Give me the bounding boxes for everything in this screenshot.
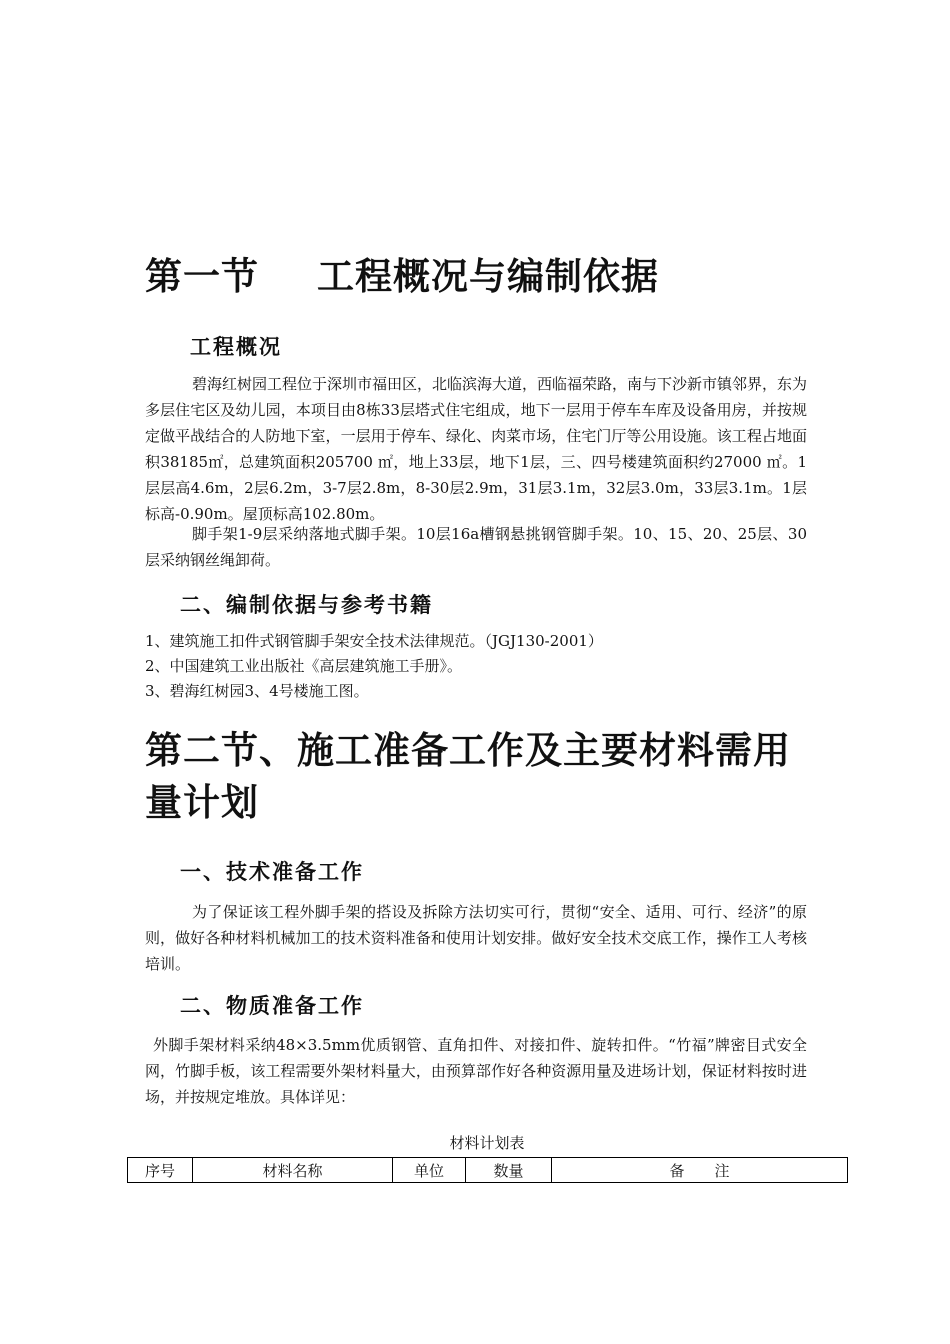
material-prep-heading: 二、物质准备工作 bbox=[180, 994, 364, 1018]
reference-item-2: 2、中国建筑工业出版社《高层建筑施工手册》。 bbox=[145, 657, 463, 675]
header-unit: 单位 bbox=[393, 1158, 466, 1183]
header-remarks: 备 注 bbox=[552, 1158, 848, 1183]
tech-prep-heading: 一、技术准备工作 bbox=[180, 860, 364, 884]
basis-heading: 二、编制依据与参考书籍 bbox=[180, 593, 433, 617]
table-caption: 材料计划表 bbox=[449, 1134, 525, 1152]
reference-item-3: 3、碧海红树园3、4号楼施工图。 bbox=[145, 682, 369, 700]
section1-title bbox=[145, 252, 659, 302]
section2-title-line2: 量计划 bbox=[145, 781, 259, 824]
tech-prep-paragraph: 为了保证该工程外脚手架的搭设及拆除方法切实可行，贯彻“安全、适用、可行、经济”的原则，做好各种材料机械加工的技术资料准备和使用计划安排。做好安全技术交底工作，操作工人考核培训。 bbox=[145, 903, 807, 973]
section1-title-text: 工程概况与编制依据 bbox=[317, 255, 659, 298]
header-material-name: 材料名称 bbox=[193, 1158, 393, 1183]
table-header-row bbox=[128, 1158, 848, 1183]
section1-title-number: 第一节 bbox=[145, 255, 259, 298]
section2-title-line1: 第二节、施工准备工作及主要材料需用 bbox=[145, 729, 791, 772]
material-prep-paragraph: 外脚手架材料采纳48×3.5mm优质钢管、直角扣件、对接扣件、旋转扣件。“竹福”牌密目式安全网，竹脚手板，该工程需要外架材料量大，由预算部作好各种资源用量及进场计划，保证材料按时进场，并按规定堆放。具体详见： bbox=[145, 1036, 807, 1106]
overview-paragraph-1: 碧海红树园工程位于深圳市福田区，北临滨海大道，西临福荣路，南与下沙新市镇邻界，东为多层住宅区及幼儿园，本项目由8栋33层塔式住宅组成，地下一层用于停车车库及设备用房，并按规定做平战结合的人防地下室，一层用于停车、绿化、肉菜市场，住宅门厅等公用设施。该工程占地面积38185㎡，总建筑面积205700 ㎡，地上33层，地下1层，三、四号楼建筑面积约27000 ㎡。1层层高4.6m，2层6.2m，3-7层2.8m，8-30层2.9m，31层3.1m，32层3.0m，33层3.1m。1层标高-0.90m。屋顶标高102.80m。 bbox=[145, 375, 808, 523]
material-plan-table bbox=[127, 1157, 848, 1183]
overview-heading: 工程概况 bbox=[190, 335, 282, 359]
overview-paragraph-2: 脚手架1-9层采纳落地式脚手架。10层16a槽钢悬挑钢管脚手架。10、15、20、25层、30层采纳钢丝绳卸荷。 bbox=[145, 525, 807, 569]
reference-item-1: 1、建筑施工扣件式钢管脚手架安全技术法律规范。（JGJ130-2001） bbox=[145, 632, 603, 650]
header-index: 序号 bbox=[128, 1158, 193, 1183]
header-quantity: 数量 bbox=[466, 1158, 552, 1183]
